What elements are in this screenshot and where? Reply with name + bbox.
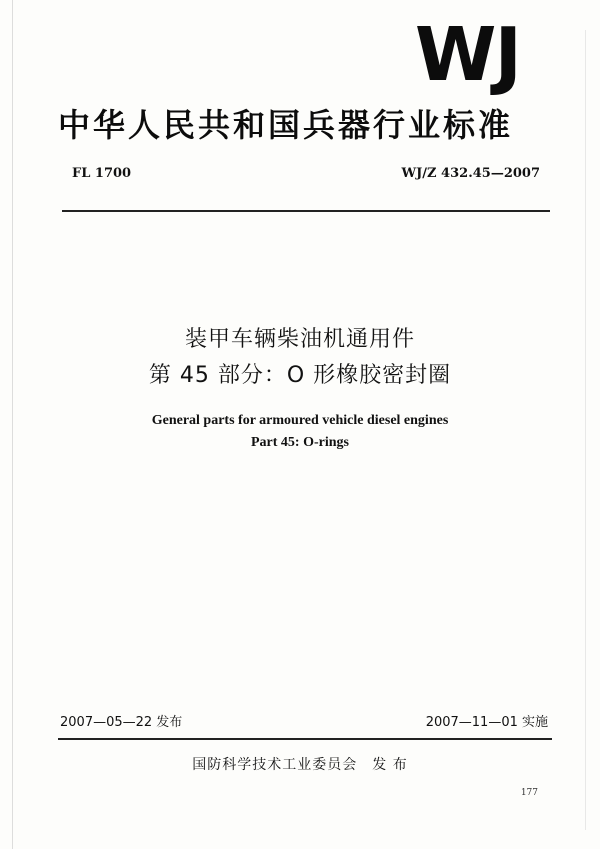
page-number: 177 bbox=[520, 788, 538, 798]
chinese-title-line-1: 装甲车辆柴油机通用件 bbox=[184, 327, 415, 352]
effective-date: 2007—11—01 实施 bbox=[425, 715, 548, 730]
issuing-authority: 国防科学技术工业委员会 发 布 bbox=[192, 757, 408, 773]
issue-date: 2007—05—22 发布 bbox=[60, 715, 183, 730]
english-title-line-1: General parts for armoured vehicle diesel engines bbox=[151, 413, 449, 428]
standard-category-title: 中华人民共和国兵器行业标准 bbox=[58, 106, 514, 144]
chinese-title-line-2: 第 45 部分：O 形橡胶密封圈 bbox=[148, 363, 452, 388]
footer-divider bbox=[58, 738, 552, 740]
scan-edge-right bbox=[585, 30, 586, 830]
wj-logo: WJ bbox=[414, 12, 520, 98]
header-divider bbox=[62, 210, 550, 212]
english-title-line-2: Part 45: O-rings bbox=[251, 435, 349, 450]
classification-code: FL 1700 bbox=[72, 166, 132, 181]
standard-number: WJ/Z 432.45—2007 bbox=[401, 166, 540, 181]
